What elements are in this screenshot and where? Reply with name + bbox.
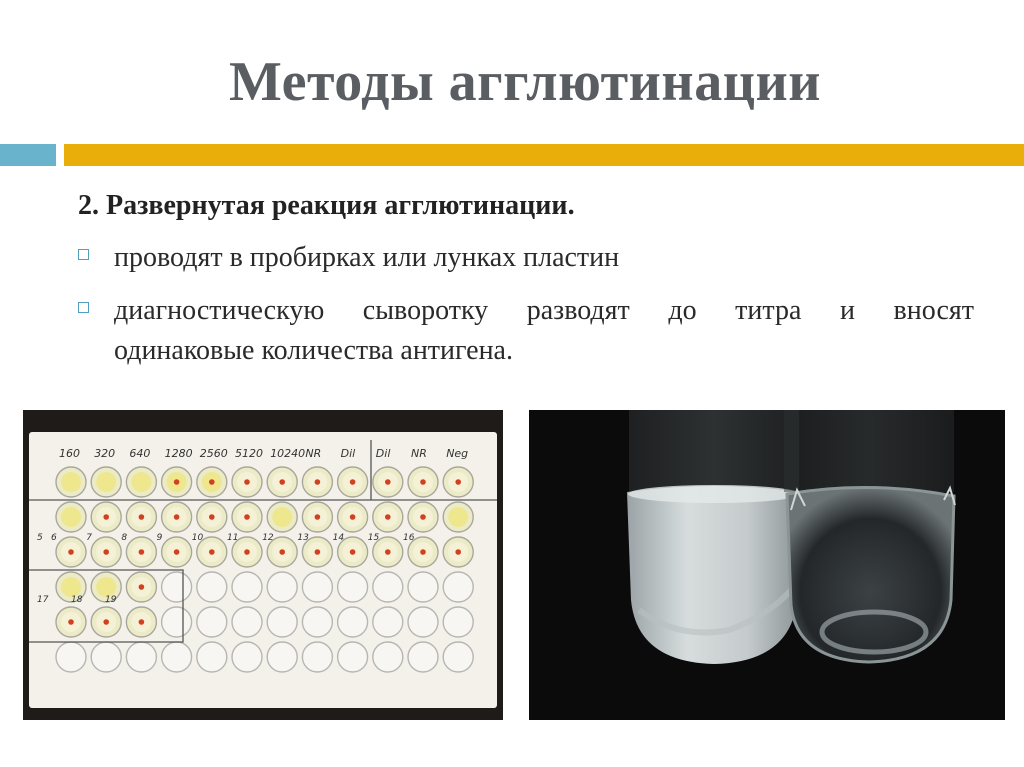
well-content: [448, 507, 468, 527]
plate-well: [338, 572, 368, 602]
plate-row-number: 17: [37, 595, 49, 605]
red-sediment-dot: [455, 549, 461, 555]
red-sediment-dot: [139, 619, 145, 625]
plate-row-number: 14: [332, 533, 345, 543]
plate-well: [338, 607, 368, 637]
red-sediment-dot: [139, 514, 145, 520]
plate-well: [302, 642, 332, 672]
well-content: [131, 472, 151, 492]
plate-well: [302, 607, 332, 637]
plate-column-label: 5120: [235, 447, 263, 460]
slide-title: Методы агглютинации: [228, 51, 821, 113]
red-sediment-dot: [209, 549, 215, 555]
red-sediment-dot: [244, 514, 250, 520]
plate-column-label: 320: [94, 447, 116, 460]
plate-well: [267, 642, 297, 672]
plate-row-number: 11: [227, 533, 239, 543]
plate-column-label: 640: [129, 447, 151, 460]
red-sediment-dot: [315, 549, 321, 555]
plate-row-number: 9: [156, 533, 163, 543]
plate-well: [126, 642, 156, 672]
red-sediment-dot: [244, 479, 250, 485]
plate-column-label: NR: [305, 447, 322, 460]
plate-row-number: 12: [262, 533, 274, 543]
plate-well: [197, 572, 227, 602]
plate-well: [232, 572, 262, 602]
plate-well: [408, 572, 438, 602]
plate-well: [443, 607, 473, 637]
plate-well: [56, 642, 86, 672]
plate-row-number: 10: [191, 533, 204, 543]
plate-row-number: 8: [121, 533, 128, 543]
plate-column-label: Dil: [375, 447, 391, 460]
red-sediment-dot: [174, 549, 180, 555]
red-sediment-dot: [350, 514, 356, 520]
plate-row-number: 18: [71, 595, 83, 605]
red-sediment-dot: [455, 479, 461, 485]
plate-well: [197, 607, 227, 637]
square-bullet-icon: [78, 302, 89, 313]
well-content: [96, 472, 116, 492]
plate-well: [267, 572, 297, 602]
red-sediment-dot: [139, 549, 145, 555]
plate-well: [373, 642, 403, 672]
plate-row-number: 6: [51, 533, 57, 543]
test-tubes-photo: [529, 410, 1005, 720]
plate-well: [162, 607, 192, 637]
bullet-text-line-1: диагностическую сыворотку разводят до титра и вносят: [114, 295, 974, 326]
plate-well: [408, 642, 438, 672]
plate-row-number: 19: [105, 595, 117, 605]
subheading: 2. Развернутая реакция агглютинации.: [78, 190, 575, 221]
well-content: [96, 577, 116, 597]
red-sediment-dot: [103, 619, 109, 625]
red-sediment-dot: [315, 479, 321, 485]
well-content: [61, 577, 81, 597]
test-tubes-image: [529, 410, 1005, 720]
red-sediment-dot: [139, 584, 145, 590]
square-bullet-icon: [78, 249, 89, 260]
microplate-image: [23, 410, 503, 720]
red-sediment-dot: [385, 514, 391, 520]
red-sediment-dot: [279, 549, 285, 555]
plate-well: [338, 642, 368, 672]
red-sediment-dot: [68, 549, 74, 555]
plate-well: [373, 572, 403, 602]
plate-column-label: 1280: [164, 447, 193, 460]
plate-well: [232, 642, 262, 672]
bullet-text: проводят в пробирках или лунках пластин: [114, 242, 620, 273]
red-sediment-dot: [68, 619, 74, 625]
red-sediment-dot: [385, 479, 391, 485]
well-content: [272, 507, 292, 527]
red-sediment-dot: [420, 549, 426, 555]
red-sediment-dot: [174, 479, 180, 485]
red-sediment-dot: [174, 514, 180, 520]
red-sediment-dot: [103, 514, 109, 520]
plate-well: [443, 642, 473, 672]
plate-row-number: 16: [403, 533, 415, 543]
red-sediment-dot: [315, 514, 321, 520]
red-sediment-dot: [350, 479, 356, 485]
plate-column-label: NR: [411, 447, 427, 460]
red-sediment-dot: [350, 549, 356, 555]
microplate-photo: [23, 410, 503, 720]
accent-bar-gold: [64, 144, 1024, 166]
plate-well: [197, 642, 227, 672]
plate-well: [408, 607, 438, 637]
red-sediment-dot: [420, 479, 426, 485]
red-sediment-dot: [209, 479, 215, 485]
plate-well: [232, 607, 262, 637]
plate-well: [267, 607, 297, 637]
plate-column-label: Neg: [446, 447, 469, 460]
red-sediment-dot: [209, 514, 215, 520]
plate-well: [162, 642, 192, 672]
plate-row-number: 7: [86, 533, 92, 543]
plate-row-number: 15: [367, 533, 380, 543]
plate-well: [373, 607, 403, 637]
plate-column-label: 10240: [270, 447, 306, 460]
plate-column-label: 2560: [199, 447, 228, 460]
plate-column-label: 160: [59, 447, 80, 460]
well-content: [61, 507, 81, 527]
well-content: [61, 472, 81, 492]
red-sediment-dot: [244, 549, 250, 555]
plate-row-number: 5: [37, 533, 43, 543]
plate-well: [91, 642, 121, 672]
accent-bar-blue: [0, 144, 56, 166]
red-sediment-dot: [103, 549, 109, 555]
plate-row-number: 13: [297, 533, 309, 543]
red-sediment-dot: [279, 479, 285, 485]
plate-well: [302, 572, 332, 602]
bullet-text-line-2: одинаковые количества антигена.: [114, 335, 513, 366]
red-sediment-dot: [385, 549, 391, 555]
plate-well: [443, 572, 473, 602]
plate-column-label: Dil: [340, 447, 356, 460]
red-sediment-dot: [420, 514, 426, 520]
plate-well: [162, 572, 192, 602]
